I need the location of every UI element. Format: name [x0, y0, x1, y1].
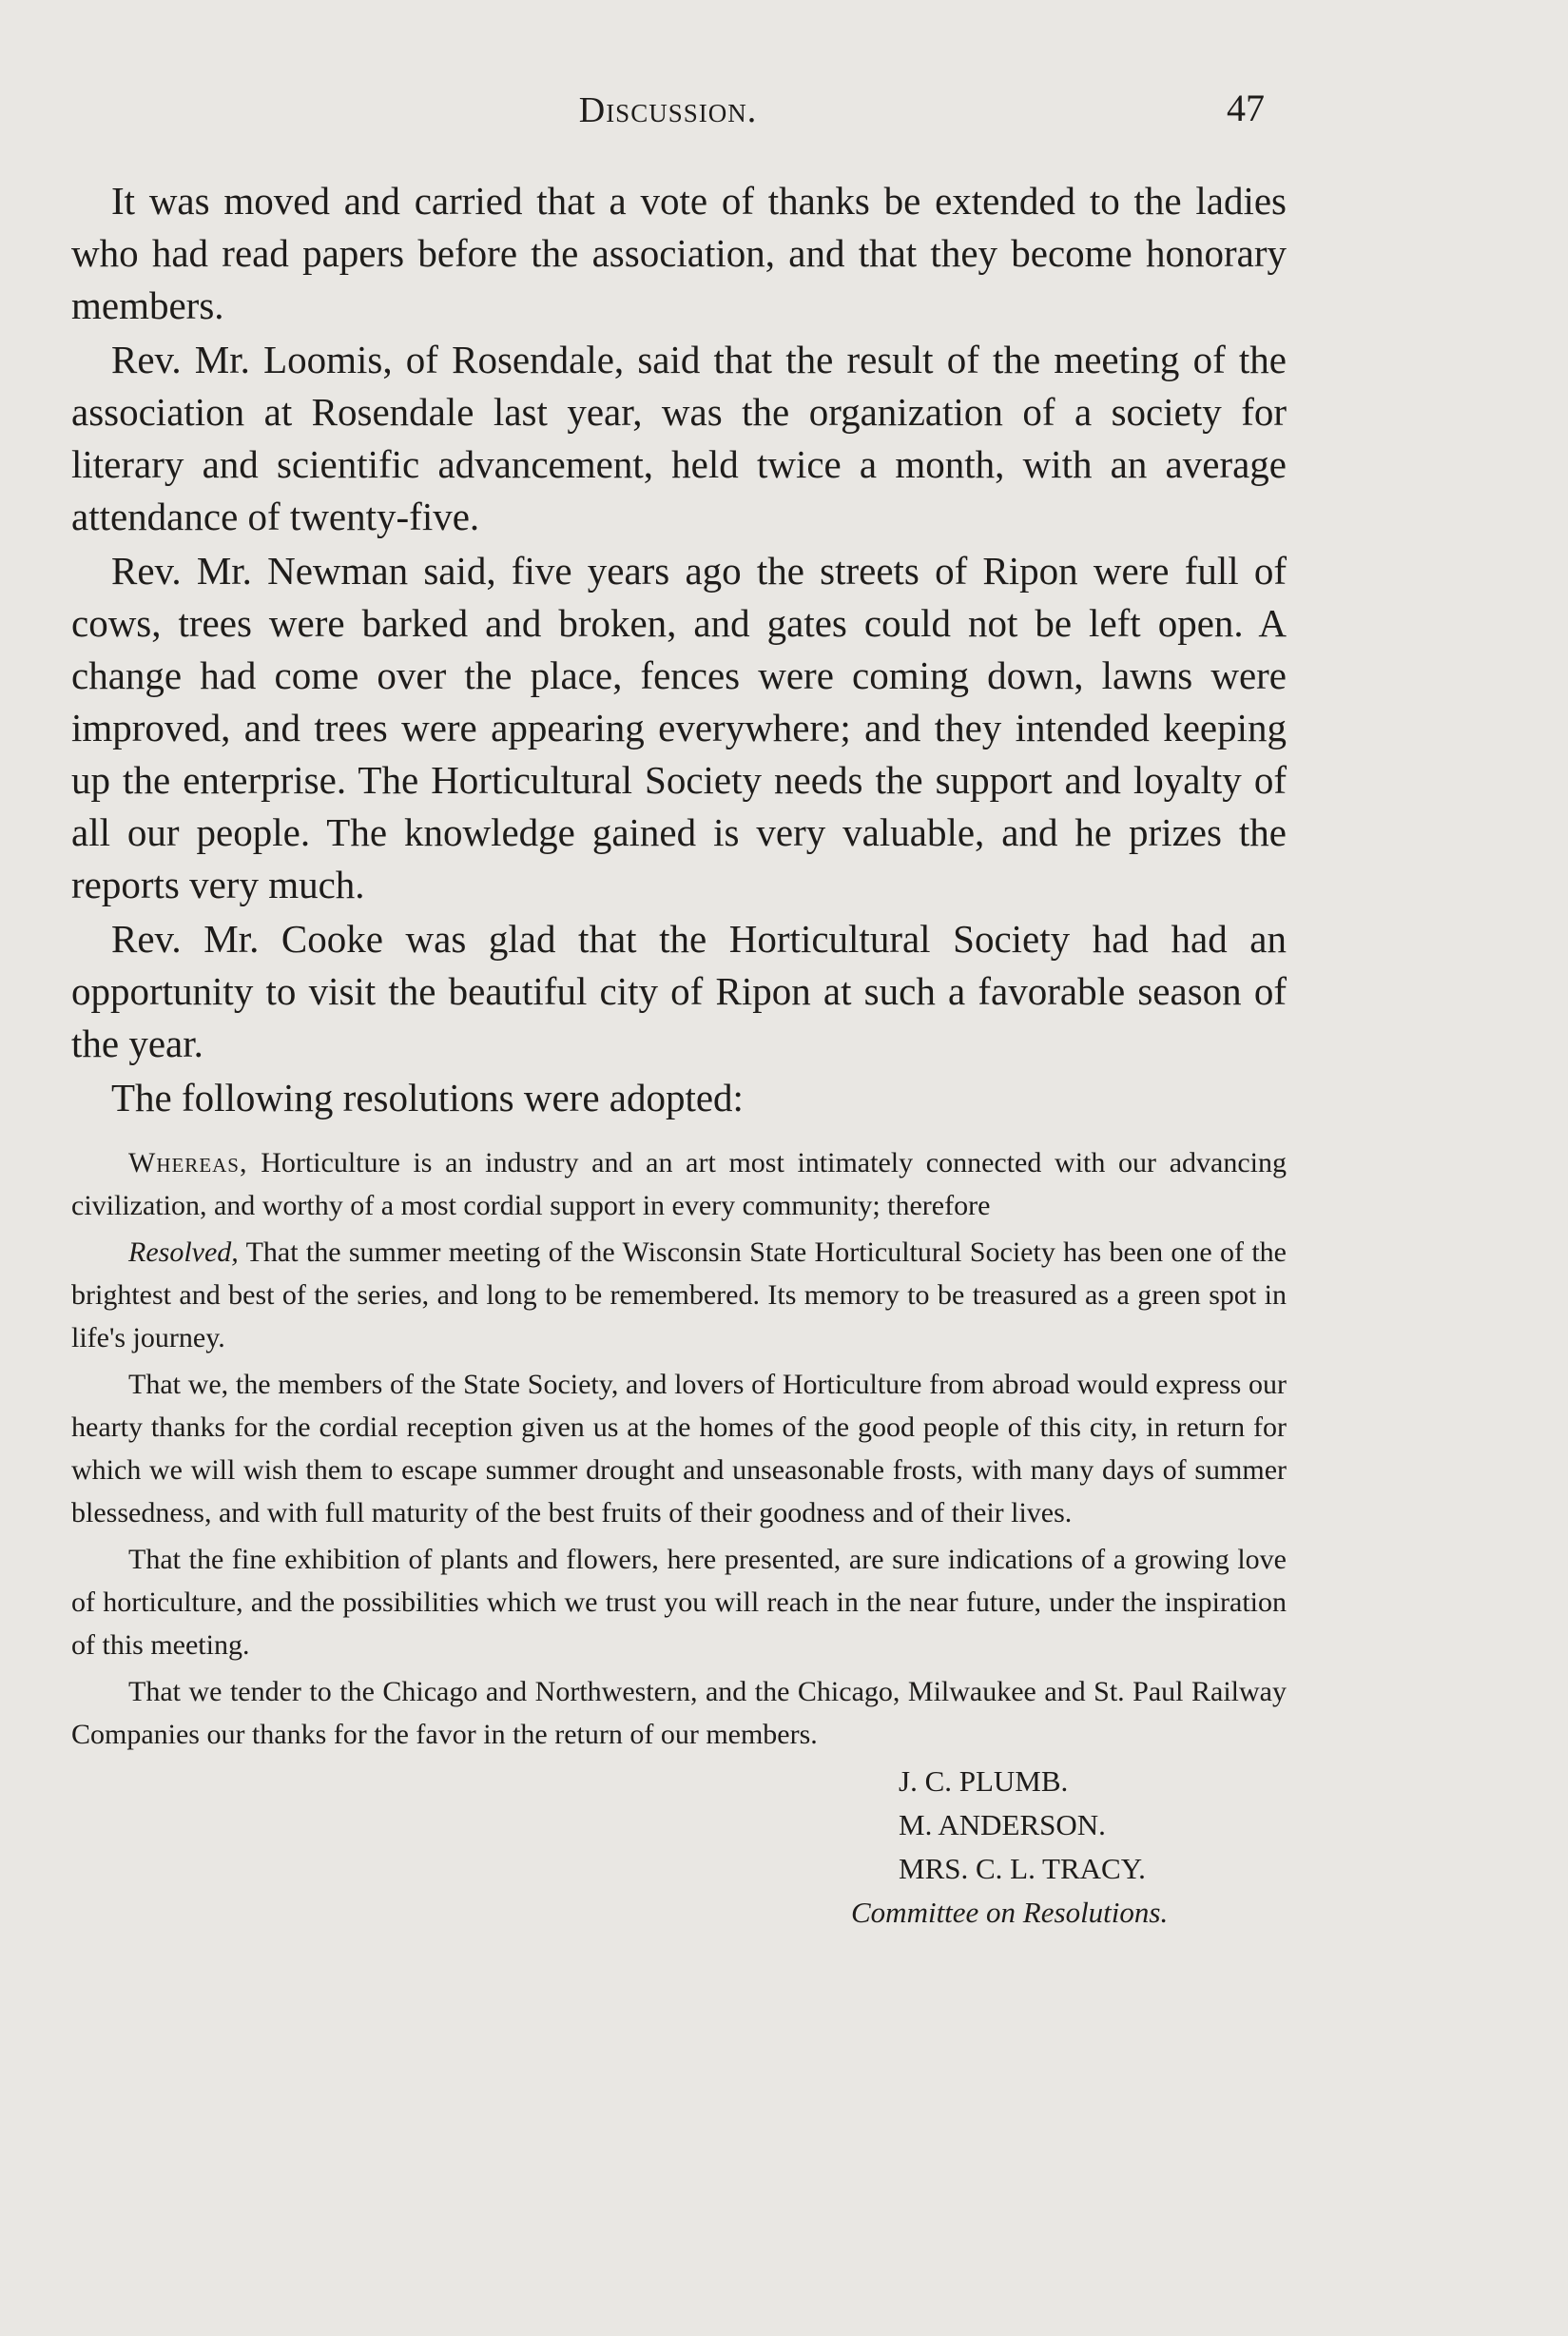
- paragraph-cooke: Rev. Mr. Cooke was glad that the Horticultural Society had had an opportunity to visit the beautiful city of Ripon at such a favorable season of the year.: [71, 917, 1287, 1065]
- resolved-text: That the summer meeting of the Wisconsin State Horticultural Society has been one of the brightest and best of the series, and long to be remembered. Its memory to be treasured as a green spot in life's journey.: [71, 1236, 1287, 1353]
- resolution-resolved: [71, 1231, 1287, 1359]
- signature-anderson: M. ANDERSON.: [899, 1808, 1106, 1841]
- paragraph-loomis: Rev. Mr. Loomis, of Rosendale, said that the result of the meeting of the association at Rosendale last year, was the organization of a society for literary and scientific advancement, held twice a month, with an average attendance of twenty-five.: [71, 338, 1287, 538]
- resolution-exhibition: That the fine exhibition of plants and flowers, here presented, are sure indications of a growing love of horticulture, and the possibilities which we trust you will reach in the near future, under the inspiration of this meeting.: [71, 1544, 1287, 1661]
- page-header: [71, 89, 1265, 143]
- paragraph-newman: Rev. Mr. Newman said, five years ago the streets of Ripon were full of cows, trees were barked and broken, and gates could not be left open. A change had come over the place, fences were coming down, lawns were improved, and trees were appearing everywhere; and they intended keeping up the enterprise. The Horticultural Society needs the support and loyalty of all our people. The knowledge gained is very valuable, and he prizes the reports very much.: [71, 549, 1287, 906]
- whereas-label: Whereas,: [128, 1147, 248, 1178]
- signature-plumb: J. C. PLUMB.: [899, 1764, 1069, 1798]
- resolved-label: Resolved,: [128, 1236, 239, 1268]
- page-number: 47: [1227, 87, 1265, 129]
- signature-tracy: MRS. C. L. TRACY.: [899, 1852, 1146, 1885]
- resolution-thanks: That we, the members of the State Society, and lovers of Horticulture from abroad would express our hearty thanks for the cordial reception given us at the homes of the good people of this city, in return for which we will wish them to escape summer drought and unseasonable frosts, with many days of summer blessedness, and with full maturity of the best fruits of their goodness and of their lives.: [71, 1369, 1287, 1528]
- whereas-text: Horticulture is an industry and an art most intimately connected with our advancing civilization, and worthy of a most cordial support in every community; therefore: [71, 1147, 1287, 1221]
- running-head: Discussion.: [578, 90, 758, 130]
- signature-block: [851, 1760, 1287, 1935]
- resolution-whereas: [71, 1141, 1287, 1227]
- paragraph-resolutions-intro: The following resolutions were adopted:: [111, 1076, 744, 1119]
- resolution-railways: That we tender to the Chicago and Northwestern, and the Chicago, Milwaukee and St. Paul Railway Companies our thanks for the favor in the return of our members.: [71, 1676, 1287, 1750]
- committee-label: Committee on Resolutions.: [851, 1896, 1169, 1929]
- paragraph-vote-of-thanks: It was moved and carried that a vote of thanks be extended to the ladies who had read papers before the association, and that they become honorary members.: [71, 179, 1287, 327]
- page-body: [71, 175, 1287, 1935]
- resolutions-block: [71, 1141, 1287, 1756]
